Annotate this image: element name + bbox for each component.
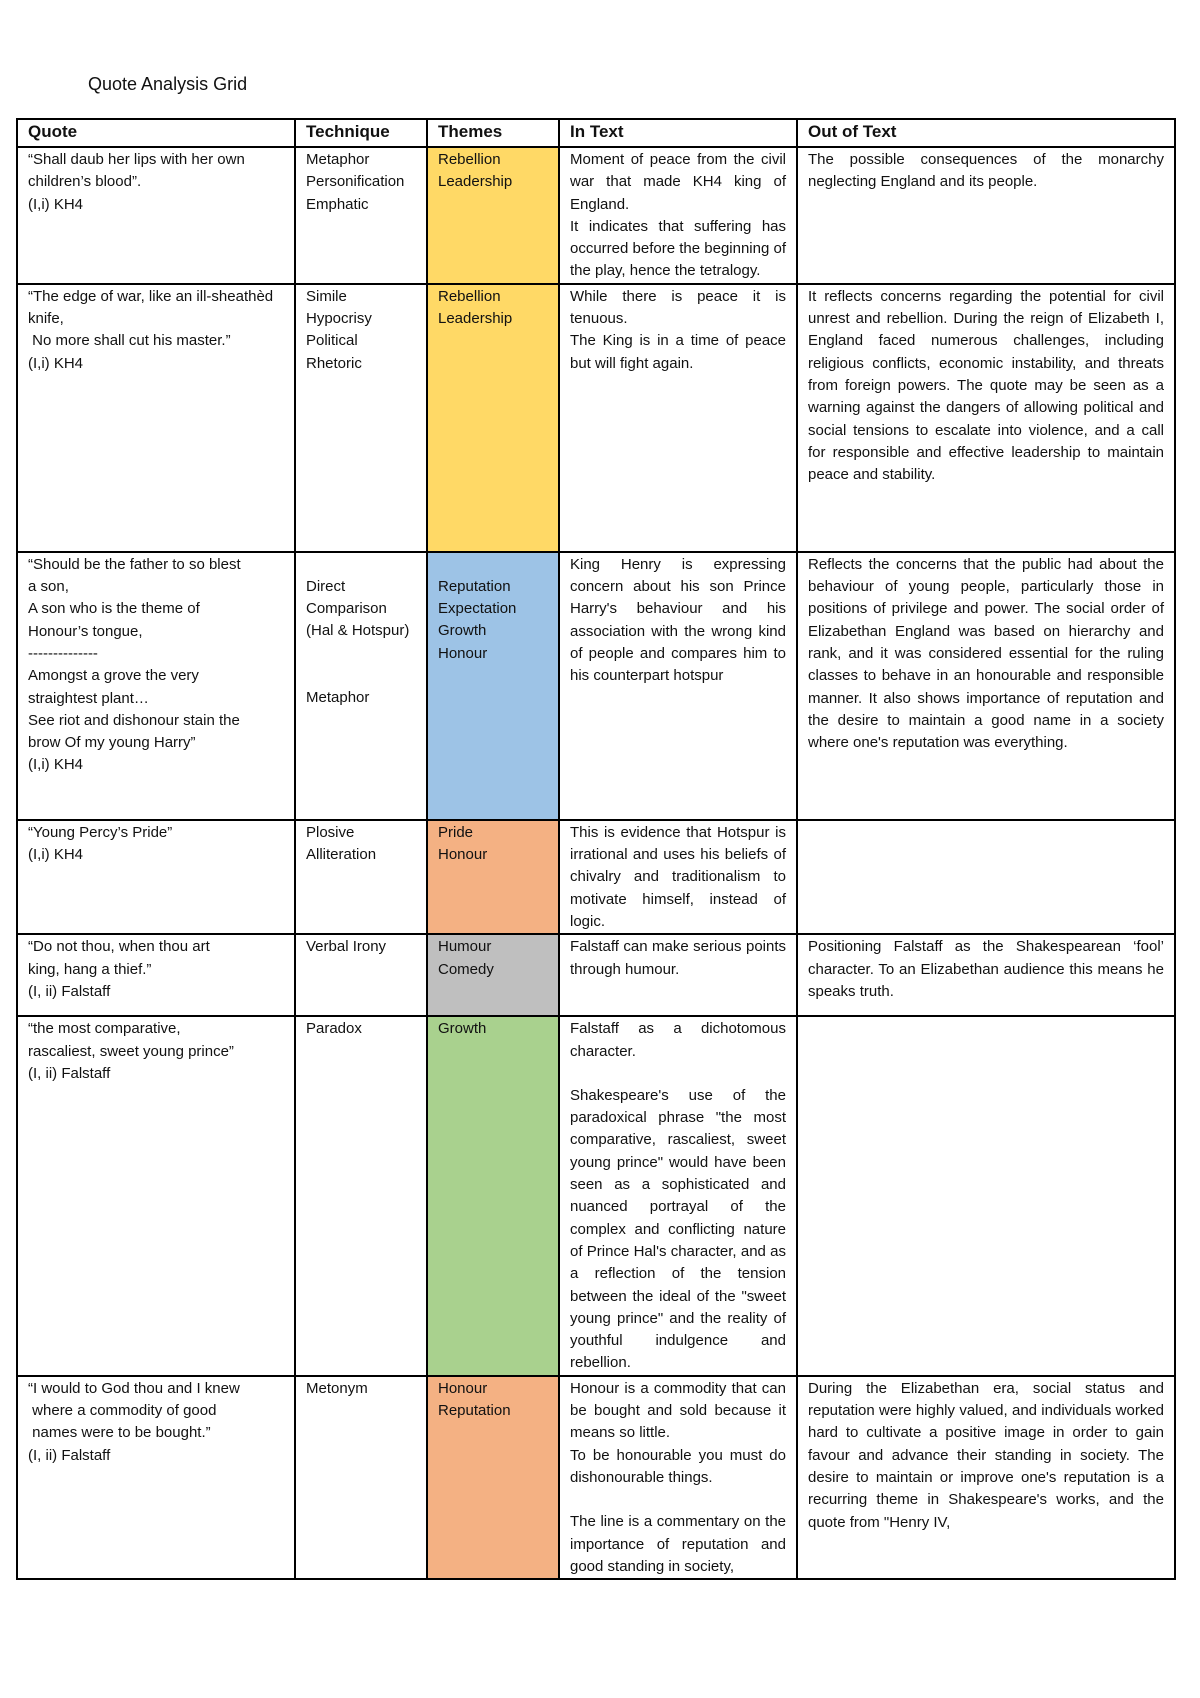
- in-text-cell: [559, 820, 797, 934]
- technique-cell: [295, 1016, 427, 1375]
- themes-line: Comedy: [438, 960, 494, 978]
- in-text-cell: [559, 552, 797, 820]
- quote-line: “the most comparative,: [28, 1020, 181, 1038]
- quote-line: “I would to God thou and I knew: [28, 1379, 240, 1397]
- out-text-line: Reflects the concerns that the public had about the behaviour of young people, particularly those in positions of privilege and power. The social order of Elizabethan England was based on hierarchy and rank, and it was considered essential for the ruling classes to behave in an honourable and responsible manner. It also shows importance of reputation and the desire to maintain a good name in a society where one's reputation was everything.: [808, 555, 1169, 752]
- quote-line: (I, ii) Falstaff: [28, 1446, 111, 1464]
- quote-line: a son,: [28, 578, 69, 596]
- header-themes: Themes: [427, 119, 559, 147]
- out-of-text-cell: [797, 1376, 1175, 1579]
- in-text-line: The King is in a time of peace but will fight again.: [570, 332, 791, 372]
- quote-cell: [17, 820, 295, 934]
- themes-cell: [427, 147, 559, 284]
- out-text-line: During the Elizabethan era, social status and reputation were highly valued, and individuals worked hard to cultivate a positive image in order to gain favour and advance their standing in society. The desire to maintain or improve one's reputation is a recurring theme in Shakespeare's works, and the quote from "Henry IV,: [808, 1379, 1169, 1531]
- table-row: [17, 1376, 1175, 1579]
- quote-line: (I,i) KH4: [28, 354, 84, 372]
- quote-line: “Should be the father to so blest: [28, 555, 241, 573]
- technique-line: Rhetoric: [306, 354, 362, 372]
- out-of-text-cell: [797, 147, 1175, 284]
- themes-line: Growth: [438, 1020, 487, 1038]
- quote-line: knife,: [28, 310, 64, 328]
- quote-line: Amongst a grove the very: [28, 667, 199, 685]
- quote-line: See riot and dishonour stain the: [28, 711, 240, 729]
- technique-line: Hypocrisy: [306, 310, 372, 328]
- themes-line: Expectation: [438, 600, 517, 618]
- header-in-text: In Text: [559, 119, 797, 147]
- quote-line: where a commodity of good: [28, 1402, 217, 1420]
- table-row: [17, 934, 1175, 1016]
- table-row: [17, 552, 1175, 820]
- quote-cell: [17, 284, 295, 552]
- themes-line: Reputation: [438, 577, 511, 595]
- themes-line: Rebellion: [438, 287, 501, 305]
- themes-cell: [427, 820, 559, 934]
- themes-line: Leadership: [438, 310, 513, 328]
- header-row: [17, 119, 1175, 147]
- in-text-cell: [559, 147, 797, 284]
- themes-cell: [427, 1376, 559, 1579]
- technique-line: (Hal & Hotspur): [306, 622, 410, 640]
- themes-line: Pride: [438, 823, 474, 841]
- quote-line: “Young Percy’s Pride”: [28, 823, 173, 841]
- technique-line: Simile: [306, 287, 347, 305]
- themes-cell: [427, 1016, 559, 1375]
- in-text-line: Falstaff can make serious points through humour.: [570, 938, 791, 978]
- quote-line: king, hang a thief.”: [28, 960, 152, 978]
- quote-line: --------------: [28, 644, 98, 662]
- quote-line: “The edge of war, like an ill-sheathèd: [28, 287, 274, 305]
- out-text-line: Positioning Falstaff as the Shakespearean ‘fool’ character. To an Elizabethan audience this means he speaks truth.: [808, 938, 1169, 1000]
- technique-line: Paradox: [306, 1020, 362, 1038]
- quote-line: (I,i) KH4: [28, 846, 84, 864]
- technique-line: [306, 665, 416, 687]
- in-text-cell: [559, 284, 797, 552]
- technique-line: [306, 643, 416, 665]
- quote-line: straightest plant…: [28, 689, 149, 707]
- quote-line: A son who is the theme of: [28, 600, 200, 618]
- in-text-line: [570, 1063, 786, 1085]
- quote-line: children’s blood”.: [28, 173, 142, 191]
- technique-line: Direct: [306, 577, 346, 595]
- quote-cell: [17, 934, 295, 1016]
- quote-line: Honour’s tongue,: [28, 622, 143, 640]
- quote-cell: [17, 1376, 295, 1579]
- themes-cell: [427, 934, 559, 1016]
- technique-line: Personification: [306, 173, 405, 191]
- quote-line: “Do not thou, when thou art: [28, 938, 210, 956]
- quote-line: No more shall cut his master.”: [28, 332, 231, 350]
- in-text-line: Moment of peace from the civil war that made KH4 king of England.: [570, 151, 791, 213]
- quote-cell: [17, 147, 295, 284]
- themes-line: Honour: [438, 1379, 488, 1397]
- themes-cell: [427, 284, 559, 552]
- quote-line: (I, ii) Falstaff: [28, 1064, 111, 1082]
- themes-line: Leadership: [438, 173, 513, 191]
- quote-line: (I, ii) Falstaff: [28, 982, 111, 1000]
- out-of-text-cell: [797, 284, 1175, 552]
- quote-cell: [17, 552, 295, 820]
- technique-line: Emphatic: [306, 195, 369, 213]
- in-text-line: Falstaff as a dichotomous character.: [570, 1020, 791, 1060]
- quote-line: “Shall daub her lips with her own: [28, 151, 245, 168]
- in-text-line: While there is peace it is tenuous.: [570, 287, 791, 328]
- technique-line: Political: [306, 332, 358, 350]
- table-row: [17, 820, 1175, 934]
- out-of-text-cell: [797, 1016, 1175, 1375]
- table-row: [17, 1016, 1175, 1375]
- themes-line: Rebellion: [438, 151, 501, 168]
- out-of-text-cell: [797, 934, 1175, 1016]
- quote-line: (I,i) KH4: [28, 195, 84, 213]
- themes-line: [438, 554, 548, 576]
- technique-cell: [295, 934, 427, 1016]
- technique-line: [306, 554, 416, 576]
- header-technique: Technique: [295, 119, 427, 147]
- themes-line: Honour: [438, 644, 488, 662]
- technique-line: Alliteration: [306, 846, 377, 864]
- in-text-cell: [559, 1016, 797, 1375]
- table-row: [17, 284, 1175, 552]
- technique-line: Metaphor: [306, 688, 370, 706]
- table-row: [17, 147, 1175, 284]
- out-text-line: It reflects concerns regarding the potential for civil unrest and rebellion. During the reign of Elizabeth I, England faced numerous challenges, including religious conflicts, economic instability, and threats from foreign powers. The quote may be seen as a warning against the dangers of allowing political and social tensions to escalate into violence, and a call for responsible and effective leadership to maintain peace and stability.: [808, 287, 1169, 484]
- out-of-text-cell: [797, 820, 1175, 934]
- technique-line: Plosive: [306, 823, 355, 841]
- in-text-cell: [559, 1376, 797, 1579]
- out-text-line: The possible consequences of the monarchy neglecting England and its people.: [808, 151, 1169, 191]
- in-text-line: It indicates that suffering has occurred before the beginning of the play, hence the tetralogy.: [570, 217, 791, 280]
- header-quote: Quote: [17, 119, 295, 147]
- technique-cell: [295, 284, 427, 552]
- out-of-text-cell: [797, 552, 1175, 820]
- themes-line: Humour: [438, 938, 492, 956]
- header-out-of-text: Out of Text: [797, 119, 1175, 147]
- technique-line: Metonym: [306, 1379, 368, 1397]
- table-body: [17, 147, 1175, 1579]
- themes-line: Honour: [438, 846, 488, 864]
- technique-line: Metaphor: [306, 151, 370, 168]
- in-text-line: Shakespeare's use of the paradoxical phrase "the most comparative, rascaliest, sweet young prince" would have been seen as a sophisticated and nuanced portrayal of the complex and conflicting nature of Prince Hal's character, and as a reflection of the tension between the ideal of the "sweet young prince" and the reality of youthful indulgence and rebellion.: [570, 1086, 791, 1372]
- technique-cell: [295, 552, 427, 820]
- technique-line: Comparison: [306, 600, 387, 618]
- quote-cell: [17, 1016, 295, 1375]
- technique-cell: [295, 1376, 427, 1579]
- in-text-line: This is evidence that Hotspur is irrational and uses his beliefs of chivalry and traditionalism to motivate himself, instead of logic.: [570, 823, 791, 930]
- in-text-line: [570, 1489, 786, 1511]
- themes-line: Reputation: [438, 1402, 511, 1420]
- in-text-cell: [559, 934, 797, 1016]
- technique-cell: [295, 147, 427, 284]
- quote-line: rascaliest, sweet young prince”: [28, 1042, 234, 1060]
- document-title: Quote Analysis Grid: [88, 74, 248, 94]
- quote-line: names were to be bought.”: [28, 1424, 211, 1442]
- in-text-line: Honour is a commodity that can be bought and sold because it means so little.: [570, 1379, 791, 1442]
- in-text-line: To be honourable you must do dishonourable things.: [570, 1446, 791, 1486]
- in-text-line: The line is a commentary on the importance of reputation and good standing in society,: [570, 1513, 791, 1575]
- technique-line: Verbal Irony: [306, 938, 387, 956]
- themes-line: Growth: [438, 622, 487, 640]
- quote-line: brow Of my young Harry”: [28, 734, 196, 752]
- quote-analysis-table: [16, 118, 1176, 1580]
- technique-cell: [295, 820, 427, 934]
- quote-line: (I,i) KH4: [28, 756, 84, 774]
- themes-cell: [427, 552, 559, 820]
- in-text-line: King Henry is expressing concern about his son Prince Harry's behaviour and his association with the wrong kind of people and compares him to his counterpart hotspur: [570, 555, 791, 685]
